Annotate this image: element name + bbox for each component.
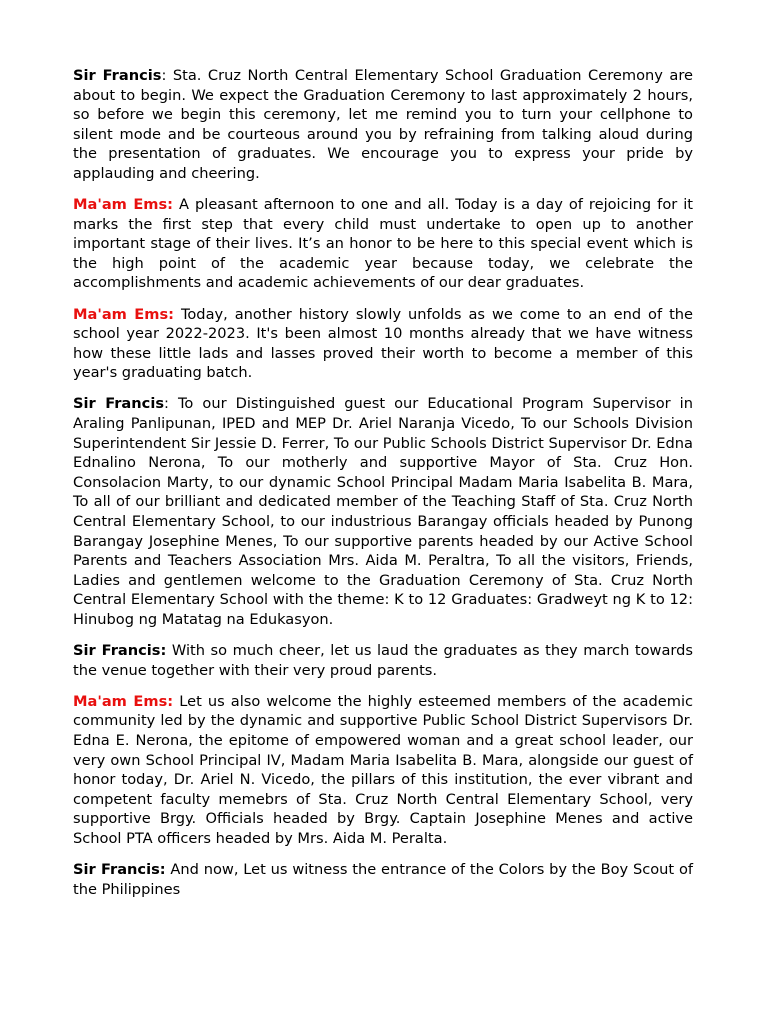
script-paragraph — [73, 195, 693, 293]
speaker-name: Ma'am Ems: — [73, 305, 174, 323]
script-paragraph — [73, 305, 693, 383]
speaker-name: Sir Francis: — [73, 860, 166, 878]
paragraph-text: Today, another history slowly unfolds as we come to an end of the school year 2022-2023. It's been almost 10 months already that we have witness how these little lads and lasses proved their worth to become a member of this year's graduating batch. — [73, 305, 694, 382]
document-page — [73, 66, 693, 911]
speaker-separator — [174, 306, 181, 323]
speaker-name: Sir Francis — [73, 395, 165, 413]
script-paragraph — [73, 394, 693, 629]
script-paragraph — [73, 860, 693, 899]
speaker-name: Sir Francis: — [73, 642, 167, 660]
speaker-name: Ma'am Ems: — [73, 196, 174, 214]
script-paragraph — [73, 66, 693, 184]
speaker-separator: : — [161, 67, 173, 84]
script-paragraph — [73, 641, 693, 680]
paragraph-text: Sta. Cruz North Central Elementary School Graduation Ceremony are about to begin. We expect the Graduation Ceremony to last approximately 2 hours, so before we begin this ceremony, let me remind you to turn your cellphone to silent mode and be courteous around you by refraining from talking aloud during the presentation of graduates. We encourage you to express your pride by applauding and cheering. — [73, 67, 693, 182]
paragraph-text: With so much cheer, let us laud the graduates as they march towards the venue together with their very proud parents. — [73, 642, 694, 679]
paragraph-text: A pleasant afternoon to one and all. Today is a day of rejoicing for it marks the first step that every child must undertake to open up to another important stage of their lives. It’s an honor to be here to this special event which is the high point of the academic year because today, we celebrate the accomplishments and academic achievements of our dear graduates. — [73, 196, 694, 292]
paragraph-text: And now, Let us witness the entrance of the Colors by the Boy Scout of the Philippines — [73, 860, 694, 898]
speaker-separator: : — [164, 395, 178, 413]
speaker-name: Ma'am Ems: — [73, 692, 174, 710]
script-paragraph — [73, 692, 693, 849]
paragraph-text: Let us also welcome the highly esteemed members of the academic community led by the dynamic and supportive Public School District Supervisors Dr. Edna E. Nerona, the epitome of empowered woman and a great school leader, our very own School Principal IV, Madam Maria Isabelita B. Mara, alongside our guest of honor today, Dr. Ariel N. Vicedo, the pillars of this institution, the ever vibrant and competent faculty memebrs of Sta. Cruz North Central Elementary School, very supportive Brgy. Officials headed by Brgy. Captain Josephine Menes and active School PTA officers headed by Mrs. Aida M. Peralta. — [73, 692, 694, 847]
speaker-name: Sir Francis — [73, 67, 162, 84]
paragraph-text: To our Distinguished guest our Educational Program Supervisor in Araling Panlipunan, IPED and MEP Dr. Ariel Naranja Vicedo, To our Schools Division Superintendent Sir Jessie D. Ferrer, To our Public Schools District Supervisor Dr. Edna Ednalino Nerona, To our motherly and supportive Mayor of Sta. Cruz Hon. Consolacion Marty, to our dynamic School Principal Madam Maria Isabelita B. Mara, To all of our brilliant and dedicated member of the Teaching Staff of Sta. Cruz North Central Elementary School, to our industrious Barangay officials headed by Punong Barangay Josephine Menes, To our supportive parents headed by our Active School Parents and Teachers Association Mrs. Aida M. Peraltra, To all the visitors, Friends, Ladies and gentlemen welcome to the Graduation Ceremony of Sta. Cruz North Central Elementary School with the theme: K to 12 Graduates: Gradweyt ng K to 12: Hinubog ng Matatag na Edukasyon. — [73, 395, 693, 628]
